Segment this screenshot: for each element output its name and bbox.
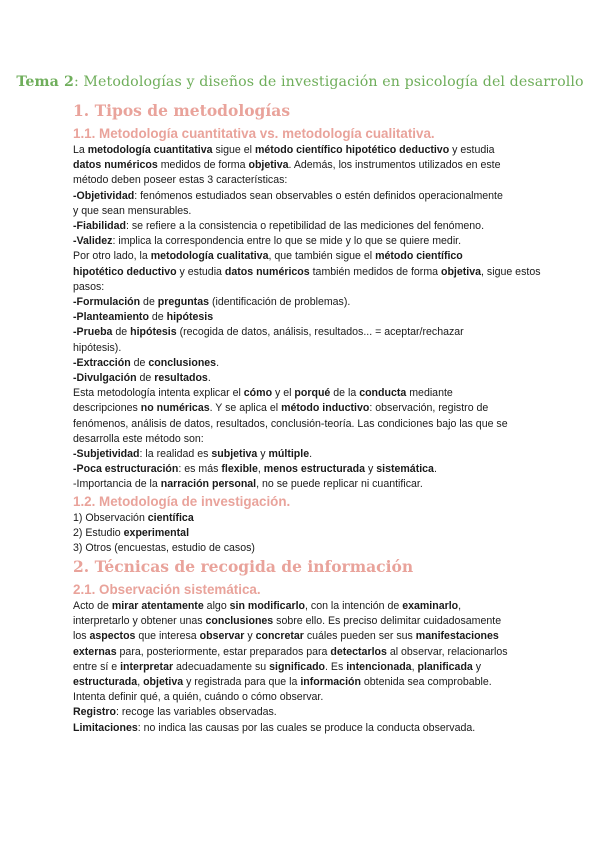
text-line: 2) Estudio experimental xyxy=(73,526,190,539)
document-title xyxy=(0,74,600,90)
subsection-heading: 1.1. Metodología cuantitativa vs. metodología cualitativa. xyxy=(73,126,435,141)
text-line: Registro: recoge las variables observadas. xyxy=(73,706,277,719)
text-line: hipótesis). xyxy=(73,341,122,354)
text-line: -Poca estructuración: es más flexible, menos estructurada y sistemática. xyxy=(73,463,437,476)
text-line: pasos: xyxy=(73,280,105,293)
text-line: Intenta definir qué, a quién, cuándo o cómo observar. xyxy=(73,691,324,704)
text-line: desarrolla este método son: xyxy=(73,432,204,445)
text-line: descripciones no numéricas. Y se aplica el método inductivo: observación, registro de xyxy=(73,402,489,415)
document-title-text: : Metodologías y diseños de investigación en psicología del desarrollo xyxy=(73,74,584,90)
document-title-topic: Tema 2 xyxy=(16,74,74,90)
subsection-heading: 2.1. Observación sistemática. xyxy=(73,582,261,597)
subsection-body xyxy=(73,599,533,736)
text-line: externas para, posteriormente, estar preparados para detectarlos al observar, relacionarlos xyxy=(73,645,508,658)
text-line: Esta metodología intenta explicar el cómo y el porqué de la conducta mediante xyxy=(73,387,453,400)
text-line: 1) Observación científica xyxy=(73,511,194,524)
text-line: -Objetividad: fenómenos estudiados sean observables o estén definidos operacionalmente xyxy=(73,189,503,202)
section-tecnicas-recogida xyxy=(73,557,533,736)
subsection-body xyxy=(73,143,541,493)
text-line: -Importancia de la narración personal, no se puede replicar ni cuantificar. xyxy=(73,478,423,491)
section-heading: 2. Técnicas de recogida de información xyxy=(73,557,414,576)
text-line: -Subjetividad: la realidad es subjetiva y múltiple. xyxy=(73,448,313,461)
section-heading: 1. Tipos de metodologías xyxy=(73,101,291,120)
text-line: -Formulación de preguntas (identificación de problemas). xyxy=(73,296,351,309)
text-line: -Extracción de conclusiones. xyxy=(73,356,220,369)
text-line: hipotético deductivo y estudia datos numéricos también medidos de forma objetiva, sigue estos xyxy=(73,265,541,278)
text-line: Por otro lado, la metodología cualitativa, que también sigue el método científico xyxy=(73,250,463,263)
subsection-heading: 1.2. Metodología de investigación. xyxy=(73,493,291,509)
text-line: -Fiabilidad: se refiere a la consistencia o repetibilidad de las mediciones del fenómeno. xyxy=(73,220,485,233)
text-line: entre sí e interpretar adecuadamente su significado. Es intencionada, planificada y xyxy=(73,660,482,673)
section-tipos-metodologias xyxy=(73,101,541,556)
text-line: fenómenos, análisis de datos, resultados, conclusión-teoría. Las condiciones bajo las que se xyxy=(73,417,508,430)
text-line: datos numéricos medidos de forma objetiva. Además, los instrumentos utilizados en este xyxy=(73,159,501,172)
text-line: -Divulgación de resultados. xyxy=(73,372,211,385)
text-line: y que sean mensurables. xyxy=(73,204,192,217)
text-line: 3) Otros (encuestas, estudio de casos) xyxy=(73,542,255,555)
text-line: estructurada, objetiva y registrada para que la información obtenida sea comprobable. xyxy=(73,676,492,689)
text-line: Acto de mirar atentamente algo sin modificarlo, con la intención de examinarlo, xyxy=(73,600,462,612)
text-line: -Planteamiento de hipótesis xyxy=(73,311,214,324)
text-line: método deben poseer estas 3 características: xyxy=(73,174,288,187)
text-line: -Prueba de hipótesis (recogida de datos, análisis, resultados... = aceptar/rechazar xyxy=(73,326,464,339)
text-line: La metodología cuantitativa sigue el método científico hipotético deductivo y estudia xyxy=(73,144,495,156)
text-line: los aspectos que interesa observar y concretar cuáles pueden ser sus manifestaciones xyxy=(73,630,499,643)
subsection-body xyxy=(73,511,533,557)
text-line: -Validez: implica la correspondencia entre lo que se mide y lo que se quiere medir. xyxy=(73,235,462,248)
text-line: interpretarlo y obtener unas conclusiones sobre ello. Es preciso delimitar cuidadosamente xyxy=(73,615,502,628)
text-line: Limitaciones: no indica las causas por las cuales se produce la conducta observada. xyxy=(73,721,476,734)
